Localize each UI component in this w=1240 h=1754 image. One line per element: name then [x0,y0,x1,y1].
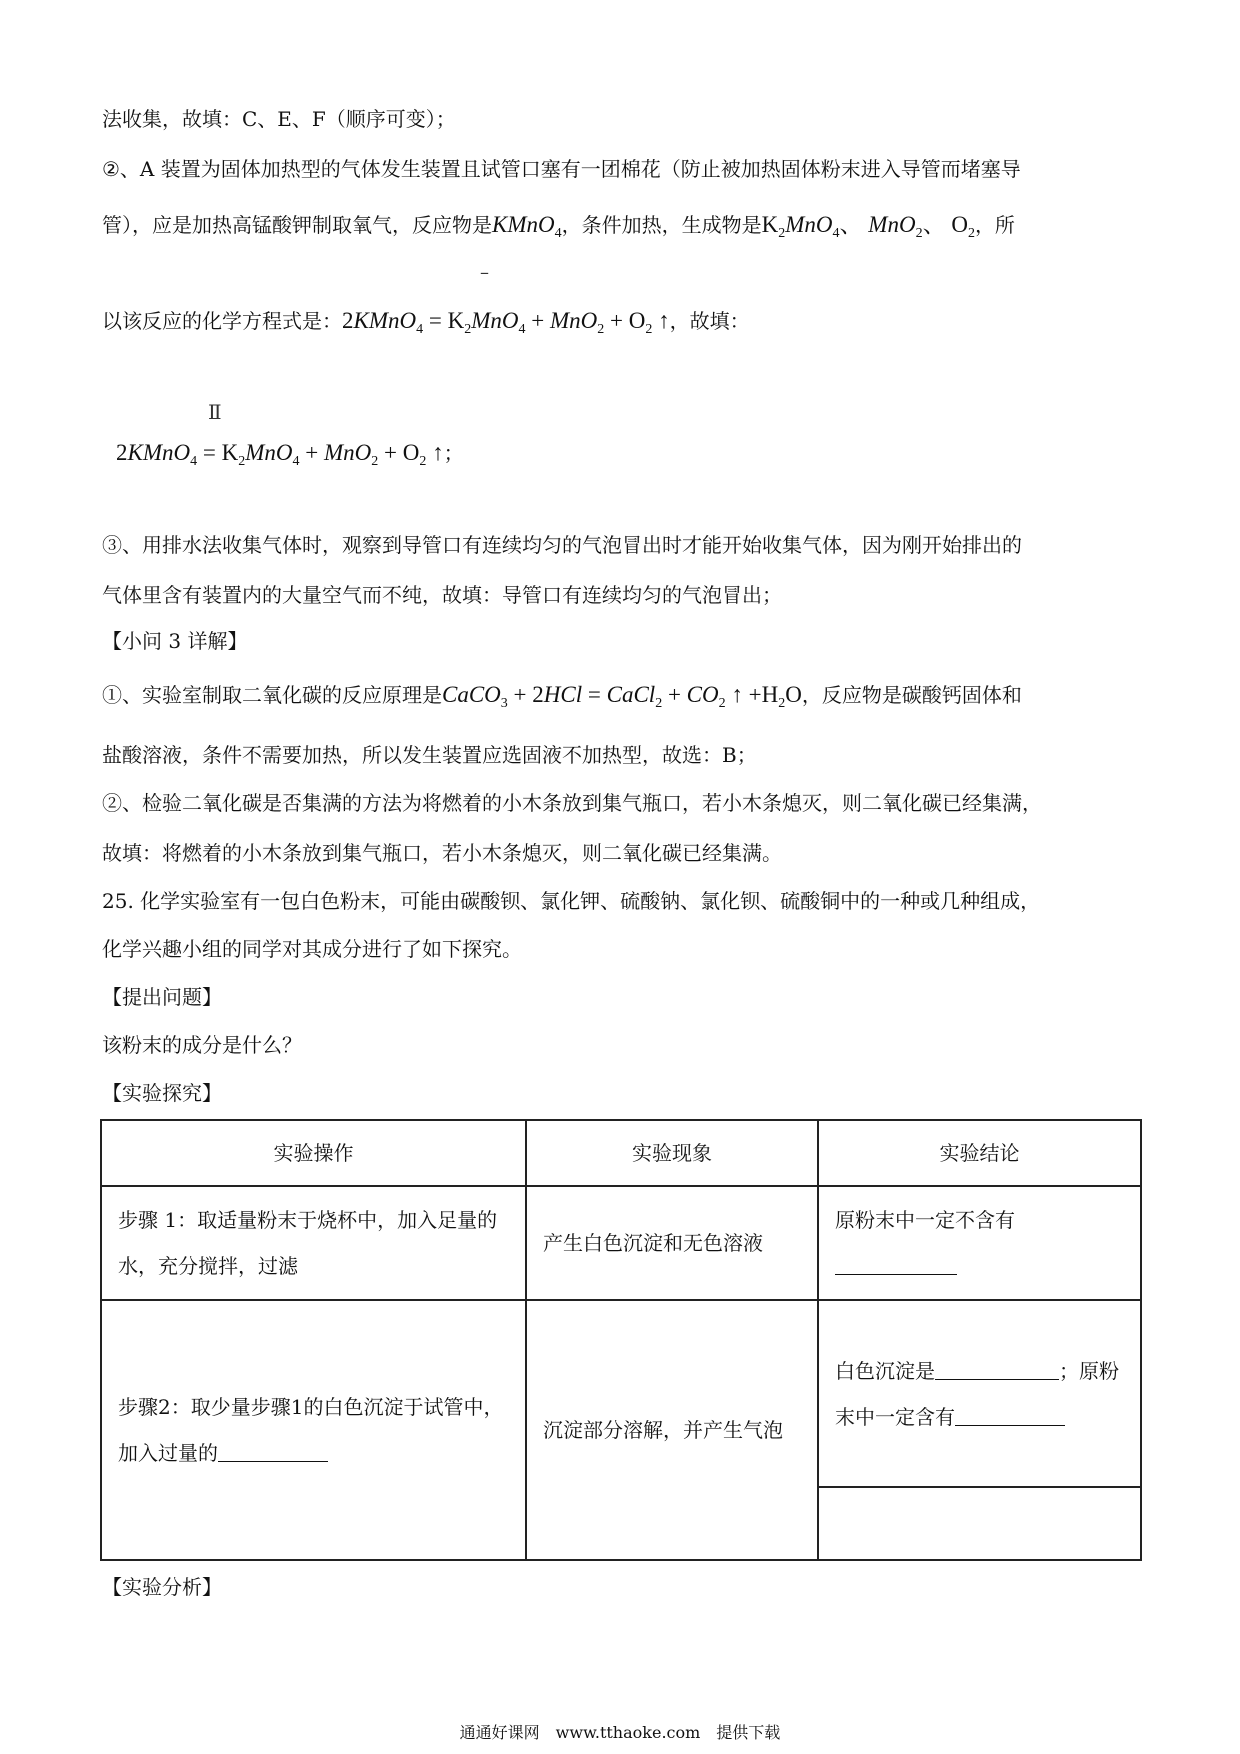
cell-text-seg: ；原粉 [1059,1358,1119,1383]
text-line-2: ②、A 装置为固体加热型的气体发生装置且试管口塞有一团棉花（防止被加热固体粉末进入导管而堵塞导 [102,157,1021,181]
cell-text: 水，充分搅拌，过滤 [118,1254,298,1278]
formula-kmno4: KMnO$_4$ [492,212,562,241]
text-seg: ①、实验室制取二氧化碳的反应原理是 [102,683,442,707]
cell-text-seg: 白色沉淀是 [835,1358,935,1383]
text-line-1: 法收集，故填：C、E、F（顺序可变）； [102,107,456,131]
text-line-7: 气体里含有装置内的大量空气而不纯，故填：导管口有连续均匀的气泡冒出； [102,583,782,607]
cell-text: 原粉末中一定不含有 [835,1208,1015,1232]
cell-text: 产生白色沉淀和无色溶液 [543,1231,763,1255]
table-cell-operation [101,1300,526,1560]
text-line-11: ②、检验二氧化碳是否集满的方法为将燃着的小木条放到集气瓶口，若小木条熄灭，则二氧化碳已经集满， [102,791,1042,815]
blank-line [835,1252,957,1275]
table-cell-phenomenon [526,1300,818,1560]
text-seg: 以该反应的化学方程式是： [102,309,342,333]
experiment-table [100,1119,1142,1561]
text-line-5 [116,438,464,468]
answer-blank [835,1243,1124,1289]
cell-text [835,1348,1124,1394]
text-line-10: 盐酸溶液，条件不需要加热，所以发生装置应选固液不加热型，故选：B； [102,743,757,767]
table-header-cell: 实验结论 [818,1120,1141,1186]
section-heading-experiment: 【实验探究】 [102,1081,222,1105]
question-text: 该粉末的成分是什么？ [102,1033,302,1057]
text-line-3 [102,210,1015,240]
blank-line [955,1403,1065,1426]
equation-2: 2KMnO$_4$ = $K_2MnO_4 + MnO_2 + O_2$ ↑ [116,440,444,469]
question-25-line-2: 化学兴趣小组的同学对其成分进行了如下探究。 [102,937,522,961]
text-line-12: 故填：将燃着的小木条放到集气瓶口，若小木条熄灭，则二氧化碳已经集满。 [102,841,782,865]
table-cell-conclusion [818,1300,1141,1487]
condition-mark-1: – [480,262,489,283]
section-heading-q3: 【小问 3 详解】 [102,629,248,653]
text-seg: ，所 [974,213,1015,237]
text-seg: ，故填： [669,309,750,333]
cell-text: 步骤 1：取适量粉末于烧杯中，加入足量的 [118,1208,498,1232]
section-heading-problem: 【提出问题】 [102,985,222,1009]
section-heading-analysis: 【实验分析】 [102,1575,222,1599]
table-row [101,1186,1141,1300]
cell-text [118,1430,509,1476]
table-cell-empty [818,1487,1141,1560]
text-line-4 [102,306,750,336]
cell-text: 沉淀部分溶解，并产生气泡 [543,1418,783,1442]
text-seg: ，条件加热，生成物是 [561,213,762,237]
text-seg: ； [443,441,464,465]
table-cell-conclusion [818,1186,1141,1300]
equation-co2: CaCO$_3$ + 2HCl = CaCl$_2$ + $CO_2$ ↑ $+H_2O$ [442,682,802,711]
formula-products: $K_2MnO_4$、 MnO$_2$、 $O_2$ [761,212,975,241]
text-seg: ，反应物是碳酸钙固体和 [801,683,1022,707]
equation-1: 2KMnO$_4$ = $K_2MnO_4 + MnO_2 + O_2$ ↑ [342,308,670,337]
blank-line [935,1357,1059,1380]
table-row [101,1300,1141,1487]
cell-text [835,1394,1124,1440]
question-25-line-1: 25. 化学实验室有一包白色粉末，可能由碳酸钡、氯化钾、硫酸钠、氯化钡、硫酸铜中的一种或几种组成， [102,889,1041,913]
cell-text-seg: 加入过量的 [118,1441,218,1465]
table-header-cell: 实验现象 [526,1120,818,1186]
page-footer: 通通好课网 www.tthaoke.com 提供下载 [459,1723,781,1742]
table-cell-operation [101,1186,526,1300]
text-seg: 管），应是加热高锰酸钾制取氧气，反应物是 [102,213,492,237]
text-line-6: ③、用排水法收集气体时，观察到导管口有连续均匀的气泡冒出时才能开始收集气体，因为刚开始排出的 [102,533,1022,557]
table-header-cell: 实验操作 [101,1120,526,1186]
condition-mark-2: Ⅱ [208,400,222,424]
table-header-row [101,1120,1141,1186]
table-cell-phenomenon [526,1186,818,1300]
text-line-9 [102,680,1022,710]
cell-text-seg: 末中一定含有 [835,1404,955,1429]
blank-line [218,1439,328,1462]
cell-text: 步骤2：取少量步骤1的白色沉淀于试管中， [118,1395,504,1419]
